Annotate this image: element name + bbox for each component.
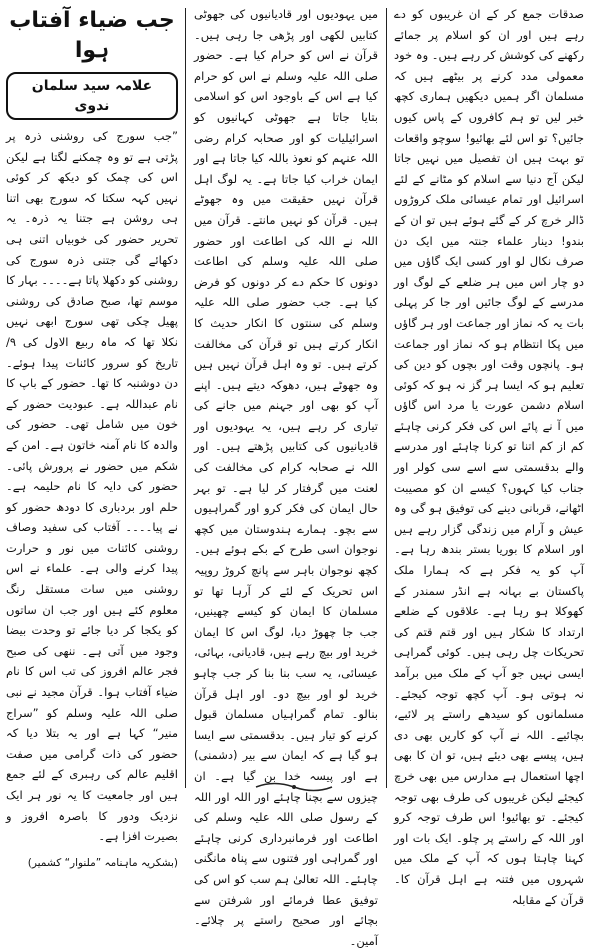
author-byline: علامہ سید سلمان ندوی <box>6 72 178 120</box>
article-header <box>6 6 178 120</box>
source-credit: (بشکریہ ماہنامہ ”ملنوار“ کشمیر) <box>27 856 178 869</box>
column-left-text: ”جب سورج کی روشنی ذرہ پر پڑتی ہے تو وہ چمکنے لگتا ہے لیکن اس کی چمک کو دیکھ کر کوئی نہیں کہہ سکتا کہ سورج بھی اتنا ہی روشن ہے جتنا یہ ذرہ۔ یہ تحریر حضور کی خوبیاں اتنی ہی دکھائے گی جتنی ذرہ سورج کی روشنی کو دکھلا پاتا ہے۔۔۔۔ بہار کا موسم تھا، صبح صادق کی روشنی پھیل چکی تھی سورج ابھی نہیں نکلا تھا کہ ماہ ربیع الاول کی ۹/ تاریخ کو سرور کائنات پیدا ہوئے۔ دن دوشنبہ کا تھا۔ حضور کے باپ کا نام عبداللہ ہے۔ عبودیت حضور کے خون میں شامل تھی۔ حضور کی والدہ کا نام آمنہ خاتون ہے۔ امن کے شکم میں حضور نے پرورش پائی۔ حضور کی دایہ کا نام حلیمہ ہے۔ حلم اور بردباری کا دودھ حضور کو نے پیا۔۔۔۔ آفتاب کی سفید وصاف روشنی کائنات میں نور و حرارت پیدا کرنے والی ہے۔ علماء نے اس روشنی میں سات مستقل رنگ معلوم کئے ہیں اور جب ان ساتوں کو یکجا کر دیا جائے تو وحدت بیضا وجود میں آتی ہے۔ ننھی کی صبح فجر عالم افروز کی تب اس کا نام ضیاء آفتاب ہوا۔ قرآن مجید نے نبی صلی اللہ علیہ وسلم کو ”سراج منیر“ کہا ہے اور یہ بتلا دیا کہ حضور کی ذات گرامی میں صفت اقلیم عالم کی رہبری کے لئے جمع ہیں اور جامعیت کا یہ نور ہر ایک نزدیک ودور کا باصرہ افروز و بصیرت افزا ہے۔ <box>6 129 178 844</box>
column-divider <box>185 8 186 788</box>
column-left <box>0 0 184 869</box>
column-middle-text: میں یہودیوں اور قادیانیوں کی جھوٹی کتابیں لکھی اور پڑھی جا رہی ہیں۔ قرآن نے اس کو حرام کیا ہے۔ حضور صلی اللہ علیہ وسلم نے اس کو حرام کیا ہے اس کے باوجود اس کو اسلامی بتایا جاتا ہے جھوٹی کہانیوں کو اسرائیلیات کو اور صحابہ کرام رضی اللہ عنہم کو نعوذ باللہ کیا جاتا ہے اور ایمان خراب کیا جاتا ہے۔ یہ لوگ اہل قرآن نہیں حقیقت میں وہ جھوٹے ہیں۔ قرآن کو نہیں مانتے۔ قرآن میں اللہ نے اللہ کی اطاعت اور حضور صلی اللہ علیہ وسلم کی اطاعت دونوں کا حکم دے کر دونوں کو فرض کیا ہے۔ جب حضور صلی اللہ علیہ وسلم کی سنتوں کا انکار حدیث کا انکار کرتے ہیں تو قرآن کی مخالفت کرتے ہیں۔ تو وہ اہل قرآن نہیں ہیں وہ جھوٹے ہیں، دھوکہ دیتے ہیں۔ اپنے آپ کو بھی اور جہنم میں جانے کی تیاری کر رہے ہیں، یہ یہودیوں اور قادیانیوں کی کتابیں پڑھتے ہیں۔ اور اللہ نے صحابہ کرام کی مخالفت کی لعنت میں گرفتار کر لیا ہے۔ تو بہر حال ایمان کی فکر کرو اور گمراہیوں سے بچو۔ ہمارے ہندوستان میں کچھ نوجوان اسی طرح کے بکے ہوئے ہیں۔ کچھ نوجوان باہر سے پانچ کروڑ روپیہ اس تحریک کے لئے کر آرہا تھا تو مسلمان کا ایمان کو کیسے چھینیں، جب جا چھوڑ دیا، لوگ اس کا ایمان خرید اور بیچ رہے ہیں، قادیانی، بہائی، عیسائی، یہ سب بنا بنا کر جب چاہو خرید لو اور بیچ دو۔ اور اہل قرآن بنالو۔ تمام گمراہیاں مسلمان قبول کرنے کو تیار ہیں۔ بدقسمتی سے ایسا ہو گیا ہے کہ ایمان سے بیر (دشمنی) ہے اور پیسہ خدا بن گیا ہے۔ ان چیزوں سے بچنا چاہئے اور اللہ اور اللہ کے رسول صلی اللہ علیہ وسلم کی اطاعت اور فرمانبرداری کرنی چاہئے اور گمراہی اور فتنوں سے پناہ مانگنی چاہئے۔ اللہ تعالیٰ ہم سب کو اس کی توفیق عطا فرمائے اور شرفتن سے بچائے اور صحیح راستے پر چلائے۔ آمین۔ <box>194 7 378 948</box>
column-middle <box>188 0 384 948</box>
column-right <box>388 0 590 907</box>
article-headline: جب ضیاء آفتاب ہوا <box>9 8 175 63</box>
column-divider <box>386 8 387 788</box>
column-right-text: صدقات جمع کر کے ان غریبوں کو دے رہے ہیں اور ان کو اسلام پر جمائے رکھنے کی کوشش کر رہے ہیں۔ وہ خود معمولی مدد کرنے پر بیٹھے ہیں کہ مسلمان اگر ہمیں دیکھیں ہماری کچھ خبر لیں تو ہم کافروں کے پاس کیوں جائیں؟ تو اس لئے بھائیو! سوچو واقعات تو بہت ہیں ان تفصیل میں نہیں جاتا لیکن آج دنیا سے اسلام کو مٹانے کے لئے اسرائیل اور تمام عیسائی ملک کروڑوں ڈالر خرچ کر کے گئے ہوئے ہیں تو ان کے بندو! دینار علماء جنتہ میں ایک دن صرف نکال لو اور کسی ایک گاؤں میں دو چار اس میں ہر ضلعے کے لوگ اور مدرسے کے لوگ جائیں اور جا کر پہلی بات یہ کہ نماز اور جماعت اور ہر گاؤں میں پکا انتظام ہو کہ نماز اور جماعت ہو۔ پانچوں وقت اور بچوں کو دین کی تعلیم ہو کہ ایسا ہر گز نہ ہو کہ کوئی اسلام دشمن عورت یا مرد اس گاؤں میں آ نے پائے اس کی فکر کرنی چاہئے کم از کم اتنا تو کرنا چاہئے اور مدرسے والے بدقسمتی سے اسے سی کولر اور جناب کیا کہوں؟ کیسے ان کو مصیبت اٹھانے، قربانی دینے کی توفیق ہو گی وہ عیش و آرام میں زندگی گزار رہے ہیں اور اسلام کا بوریا بستر بندھ رہا ہے۔ آپ کو یہ فکر ہے کہ ہمارا ملک پاکستان بے بہانہ ہے انڈر سمندر کے کھوکلا ہو رہا ہے۔ علاقوں کے ضلعے ارتداد کا شکار ہیں اور قتم قتم کی تحریکات چل رہی ہیں۔ کوئی گمراہی ایسی نہیں جو آپ کے ملک میں برآمد نہ ہوتی ہو۔ آپ کچھ توجہ کیجئے۔ مسلمانوں کو سیدھے راستے پر لائیے، بچائیے۔ اللہ نے آپ کو کاریں بھی دی ہیں، پیسے بھی دیئے ہیں، تو ان کا بھی اچھا استعمال ہے مدارس میں بھی خرچ کیجئے لیکن غریبوں کی طرف بھی توجہ کیجئے۔ تو بھائیو! اس طرف توجہ کرو اور اللہ کے راستے پر چلو۔ ایک بات اور کہنا چاہتا ہوں کہ آپ کے ملک میں شہروں میں فتنہ ہے اہل قرآن کا۔ قرآن کے مقابلہ <box>394 7 584 907</box>
ornament-icon <box>254 780 334 794</box>
